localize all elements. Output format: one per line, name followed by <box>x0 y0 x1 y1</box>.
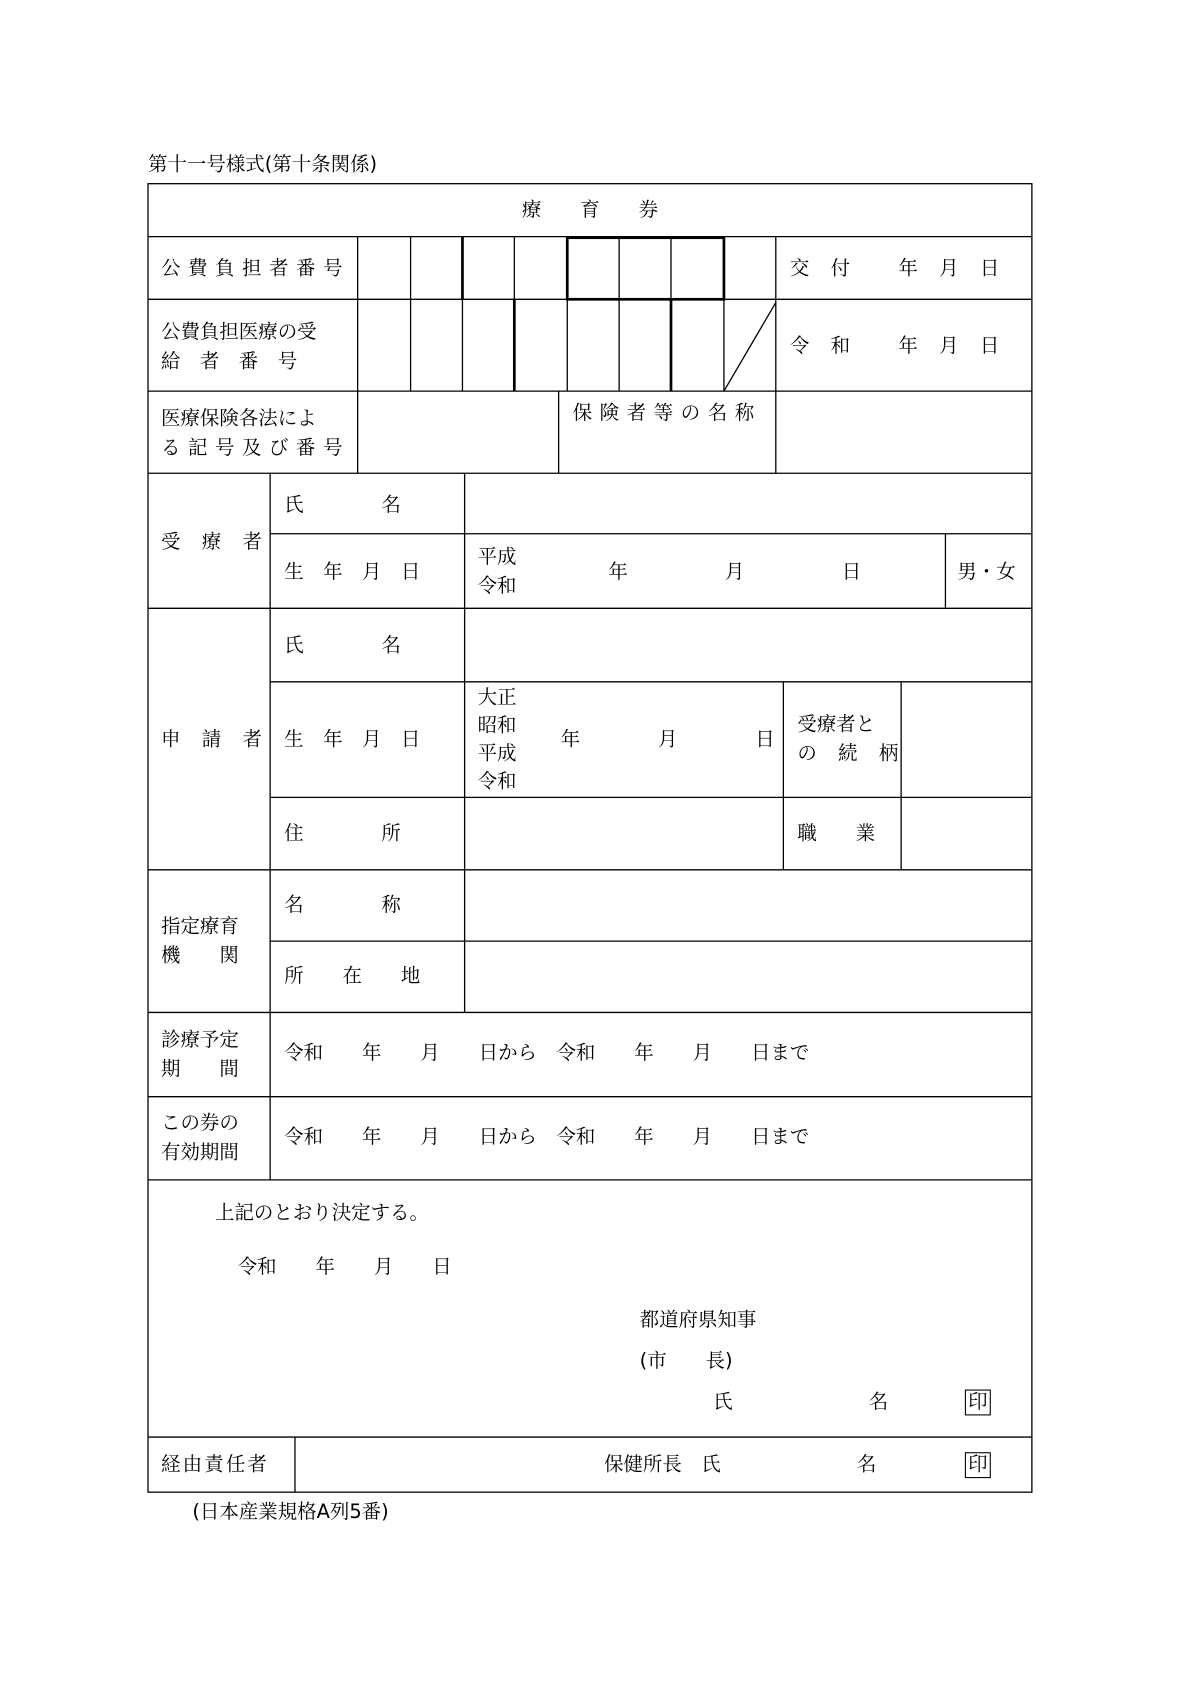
applicant-name-field[interactable] <box>466 609 1032 681</box>
applicant-birth-label: 生 年 月 日 <box>284 728 421 751</box>
address-label: 住 所 <box>284 822 401 845</box>
reiwa-date-label: 令 和 年 月 日 <box>789 334 1007 358</box>
applicant-era-reiwa: 令和 <box>477 770 517 794</box>
recipient-number-label-2: 給 者 番 号 <box>160 350 298 373</box>
via-seal-mark: 印 <box>965 1452 991 1478</box>
applicant-era-showa: 昭和 <box>477 714 517 737</box>
footer-note: (日本産業規格A列5番) <box>192 1500 389 1524</box>
form-number: 第十一号様式(第十条関係) <box>148 153 378 177</box>
applicant-era-heisei: 平成 <box>477 742 517 765</box>
recipient-number-label-1: 公費負担医療の受 <box>160 320 317 344</box>
patient-birth-label: 生 年 月 日 <box>284 560 421 584</box>
institution-label-1: 指定療育 <box>160 915 239 938</box>
via-label: 経由責任者 <box>160 1453 270 1476</box>
period-label-2: 期 間 <box>160 1057 239 1081</box>
issuer-name-label: 氏 名 <box>713 1390 889 1414</box>
validity-text: 令和 年 月 日から 令和 年 月 日まで <box>284 1125 810 1149</box>
via-text: 保健所長 氏 名 <box>603 1453 877 1476</box>
applicant-birth-ymd: 年 月 日 <box>560 728 775 751</box>
patient-sex-options[interactable]: 男・女 <box>957 560 1016 584</box>
seal-mark: 印 <box>965 1390 991 1416</box>
issuer-title: 都道府県知事 <box>639 1308 757 1332</box>
institution-name-label: 名 称 <box>284 893 401 917</box>
patient-era-heisei: 平成 <box>477 545 517 569</box>
insurance-label-1: 医療保険各法によ <box>160 407 317 431</box>
occupation-label: 職 業 <box>797 822 876 845</box>
payer-number-label: 公費負担者番号 <box>160 257 351 280</box>
institution-label-2: 機 関 <box>160 944 239 968</box>
form-title: 療 育 券 <box>521 198 659 222</box>
insurance-label-2: る記号及び番号 <box>160 436 351 460</box>
issuer-title-alt: (市 長) <box>639 1349 733 1373</box>
validity-label-2: 有効期間 <box>160 1141 239 1164</box>
patient-birth-ymd: 年 月 日 <box>608 560 862 584</box>
patient-era-reiwa: 令和 <box>477 574 517 598</box>
validity-label-1: この券の <box>160 1111 239 1135</box>
applicant-era-taisho: 大正 <box>477 686 517 709</box>
issue-date-label: 交 付 年 月 日 <box>789 257 1007 280</box>
applicant-label: 申 請 者 <box>160 728 270 751</box>
patient-name-label: 氏 名 <box>284 493 401 517</box>
decision-date: 令和 年 月 日 <box>237 1255 452 1279</box>
patient-name-field[interactable] <box>466 474 1032 533</box>
period-text: 令和 年 月 日から 令和 年 月 日まで <box>284 1041 810 1065</box>
period-label-1: 診療予定 <box>160 1028 239 1052</box>
insurer-name-label: 保険者等の名称 <box>572 401 762 425</box>
decision-statement: 上記のとおり決定する。 <box>215 1201 429 1225</box>
relation-label-2: の 続 柄 <box>797 742 906 765</box>
institution-location-label: 所 在 地 <box>284 964 421 988</box>
applicant-name-label: 氏 名 <box>284 634 401 657</box>
relation-label-1: 受療者と <box>797 713 876 736</box>
patient-label: 受 療 者 <box>160 530 270 554</box>
